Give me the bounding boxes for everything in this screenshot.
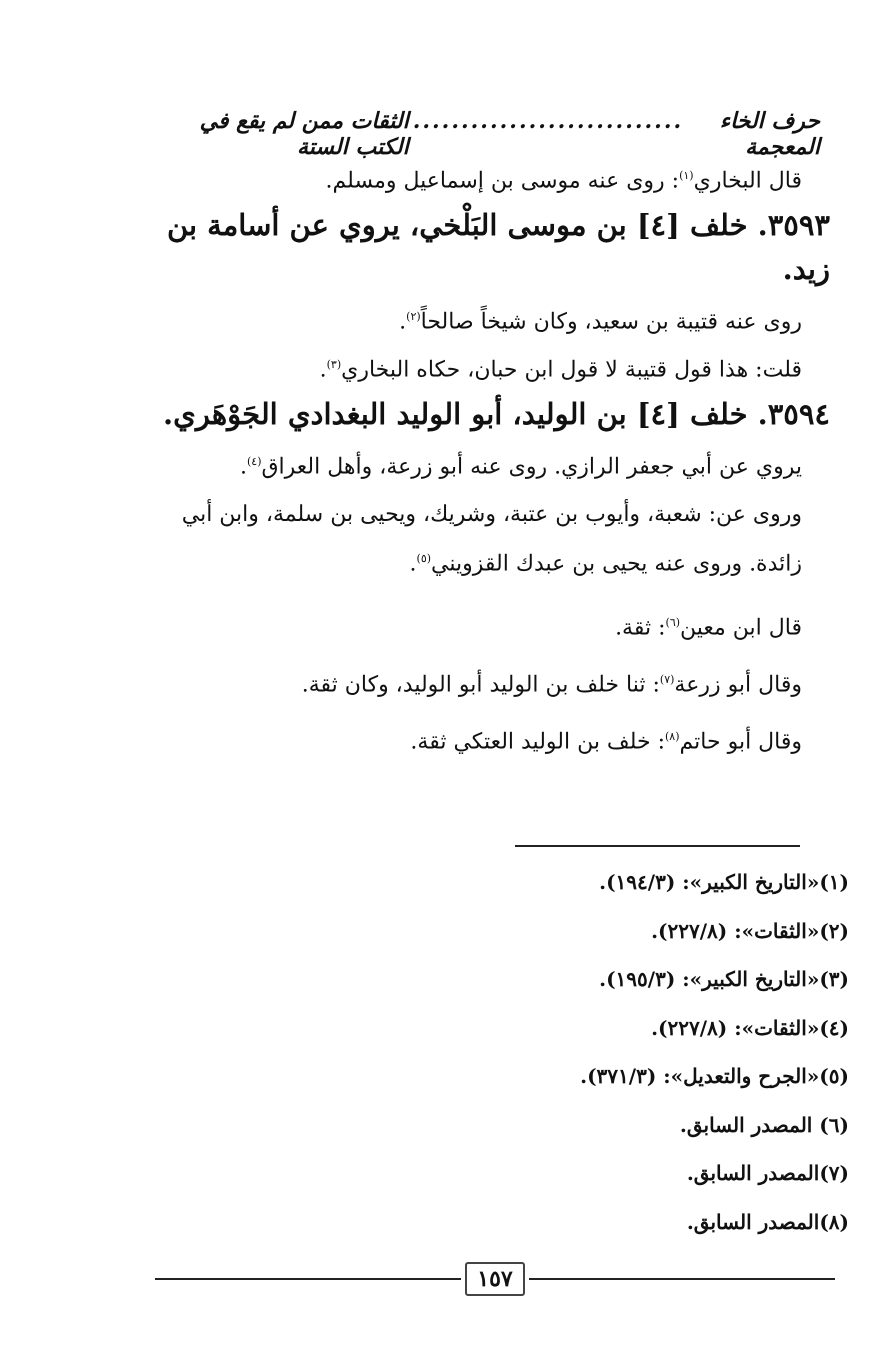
footer-line [155,1278,461,1280]
footnote: (٣)«التاريخ الكبير»: (١٩٥/٣). [599,967,849,991]
footnotes [249,858,849,1246]
paragraph: قال ابن معين$^{(٦)}$: ثقة. [615,614,802,640]
footnote-ref[interactable]: (٥) [416,552,432,566]
footnote-ref[interactable]: (٣) [326,357,342,371]
footnote: (٨)المصدر السابق. [686,1209,849,1234]
footnote: (٧)المصدر السابق. [686,1161,849,1185]
paragraph: روى عنه قتيبة بن سعيد، وكان شيخاً صالحاً$^{(٢)}$. [399,309,802,335]
entry-title: ٣٥٩٣. خلف [٤] بن موسى البَلْخي، يروي عن أسامة بن زيد. [166,208,830,287]
entry-title: ٣٥٩٤. خلف [٤] بن الوليد، أبو الوليد البغدادي الجَوْهَري. [163,396,830,431]
footnote-ref[interactable]: (٢) [406,310,421,324]
footnote-ref[interactable]: (٤) [246,454,262,468]
header-dots: ............................ [412,108,684,134]
paragraph: قلت: هذا قول قتيبة لا قول ابن حبان، حكاه البخاري$^{(٣)}$. [319,356,802,382]
footnote-ref[interactable]: (٦) [665,615,681,629]
running-header [170,108,820,160]
paragraph: يروي عن أبي جعفر الرازي. روى عنه أبو زرعة، وأهل العراق$^{(٤)}$. [239,454,802,480]
footer-line [529,1278,835,1280]
header-book-title: الثقات ممن لم يقع في الكتب الستة [199,108,409,160]
footnote: (١)«التاريخ الكبير»: (١٩٤/٣). [599,870,849,894]
footnote-ref[interactable]: (٧) [659,672,675,686]
paragraph: وقال أبو زرعة$^{(٧)}$: ثنا خلف بن الوليد أبو الوليد، وكان ثقة. [301,672,802,698]
footnote-divider [515,845,800,847]
paragraph: وقال أبو حاتم$^{(٨)}$: خلف بن الوليد العتكي ثقة. [410,729,802,755]
paragraph: وروى عن: شعبة، وأيوب بن عتبة، وشريك، ويحيى بن سلمة، وابن أبي زائدة. وروى عنه يحيى بن عبدك القزويني$^{(٥)}$. [181,502,802,577]
footnote: (٥)«الجرح والتعديل»: (٣٧١/٣). [580,1064,849,1088]
header-chapter: حرف الخاء المعجمة [719,108,820,160]
footnote: (٢)«الثقات»: (٢٢٧/٨). [651,918,849,943]
footnote: (٤)«الثقات»: (٢٢٧/٨). [651,1015,849,1040]
footnote-ref[interactable]: (١) [679,169,694,182]
page-body [150,160,830,769]
footnote-ref[interactable]: (٨) [665,730,680,744]
page-number: ١٥٧ [465,1262,524,1296]
paragraph: قال البخاري$^{(١)}$: روى عنه موسى بن إسماعيل ومسلم. [325,168,802,194]
page-footer [155,1262,835,1296]
footnote: (٦) المصدر السابق. [679,1112,849,1137]
